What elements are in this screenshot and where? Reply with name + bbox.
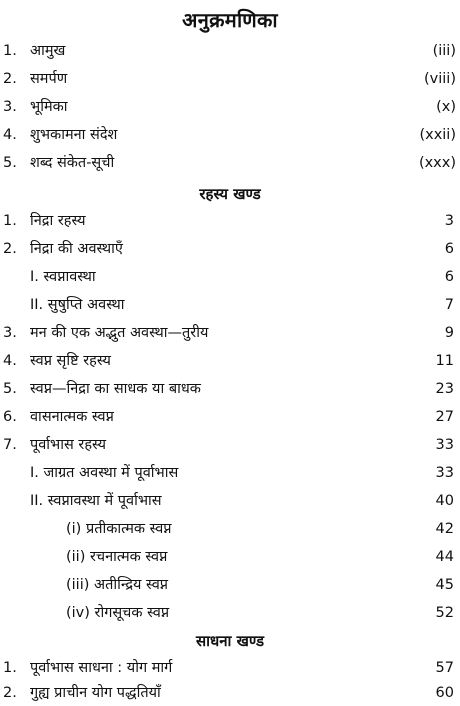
entry-page: 60 — [435, 685, 454, 701]
toc-entry — [0, 680, 460, 706]
page-title: अनुक्रमणिका — [182, 8, 278, 32]
entry-title: स्वप्न सृष्टि रहस्य — [30, 353, 111, 369]
toc-subentry — [0, 292, 460, 318]
toc-subentry — [0, 572, 460, 598]
entry-page: 57 — [435, 660, 454, 676]
entry-number: 2. — [3, 685, 17, 701]
entry-title: I. जाग्रत अवस्था में पूर्वाभास — [30, 465, 179, 481]
entry-page: (iii) — [432, 43, 456, 59]
entry-title: पूर्वाभास साधना : योग मार्ग — [30, 660, 173, 676]
toc-entry — [0, 432, 460, 458]
entry-title: निद्रा की अवस्थाएँ — [30, 241, 123, 257]
toc-entry — [0, 348, 460, 374]
entry-title: (i) प्रतीकात्मक स्वप्न — [66, 521, 172, 537]
entry-number: 2. — [3, 71, 17, 87]
entry-page: 33 — [435, 437, 454, 453]
toc-subentry — [0, 264, 460, 290]
toc-entry — [0, 38, 460, 64]
entry-title: शुभकामना संदेश — [30, 127, 118, 143]
entry-page: 6 — [444, 241, 454, 257]
entry-title: वासनात्मक स्वप्न — [30, 409, 114, 425]
entry-number: 7. — [3, 437, 17, 453]
entry-title: पूर्वाभास रहस्य — [30, 437, 107, 453]
entry-title: II. स्वप्नावस्था में पूर्वाभास — [30, 493, 162, 509]
toc-entry — [0, 150, 460, 176]
entry-page: (viii) — [424, 71, 456, 87]
entry-page: 45 — [435, 577, 454, 593]
entry-page: (x) — [436, 99, 456, 115]
entry-page: 3 — [444, 213, 454, 229]
toc-subentry — [0, 600, 460, 626]
entry-page: 52 — [435, 605, 454, 621]
entry-title: समर्पण — [30, 71, 68, 87]
entry-number: 2. — [3, 241, 17, 257]
entry-title: II. सुषुप्ति अवस्था — [30, 297, 125, 313]
entry-title: भूमिका — [30, 99, 68, 115]
entry-number: 5. — [3, 381, 17, 397]
toc-entry — [0, 655, 460, 681]
entry-number: 3. — [3, 99, 17, 115]
entry-page: 23 — [435, 381, 454, 397]
toc-entry — [0, 94, 460, 120]
entry-title: मन की एक अद्भुत अवस्था—तुरीय — [30, 325, 209, 341]
entry-number: 1. — [3, 213, 17, 229]
toc-subentry — [0, 516, 460, 542]
entry-title: गुह्य प्राचीन योग पद्धतियाँ — [30, 685, 161, 701]
toc-entry — [0, 208, 460, 234]
entry-page: 40 — [435, 493, 454, 509]
toc-entry — [0, 320, 460, 346]
entry-title: I. स्वप्नावस्था — [30, 269, 96, 285]
entry-number: 6. — [3, 409, 17, 425]
entry-number: 5. — [3, 155, 17, 171]
entry-title: स्वप्न—निद्रा का साधक या बाधक — [30, 381, 201, 397]
entry-page: 42 — [435, 521, 454, 537]
entry-number: 4. — [3, 127, 17, 143]
toc-entry — [0, 236, 460, 262]
toc-subentry — [0, 460, 460, 486]
entry-title: निद्रा रहस्य — [30, 213, 86, 229]
entry-title: (iii) अतीन्द्रिय स्वप्न — [66, 577, 169, 593]
entry-page: (xxx) — [418, 155, 456, 171]
entry-number: 4. — [3, 353, 17, 369]
toc-entry — [0, 66, 460, 92]
toc-subentry — [0, 488, 460, 514]
entry-page: 7 — [444, 297, 454, 313]
entry-title: शब्द संकेत-सूची — [30, 155, 115, 171]
entry-title: (ii) रचनात्मक स्वप्न — [66, 549, 168, 565]
toc-subentry — [0, 544, 460, 570]
entry-page: 33 — [435, 465, 454, 481]
section-heading: रहस्य खण्ड — [199, 185, 261, 203]
toc-entry — [0, 122, 460, 148]
entry-number: 1. — [3, 43, 17, 59]
entry-number: 3. — [3, 325, 17, 341]
section-heading: साधना खण्ड — [195, 632, 265, 650]
entry-page: 9 — [444, 325, 454, 341]
entry-title: आमुख — [30, 43, 66, 59]
entry-page: 27 — [435, 409, 454, 425]
toc-entry — [0, 404, 460, 430]
entry-page: 11 — [435, 353, 454, 369]
entry-page: 6 — [444, 269, 454, 285]
entry-number: 1. — [3, 660, 17, 676]
entry-page: 44 — [435, 549, 454, 565]
toc-entry — [0, 376, 460, 402]
entry-page: (xxii) — [419, 127, 456, 143]
entry-title: (iv) रोगसूचक स्वप्न — [66, 605, 170, 621]
